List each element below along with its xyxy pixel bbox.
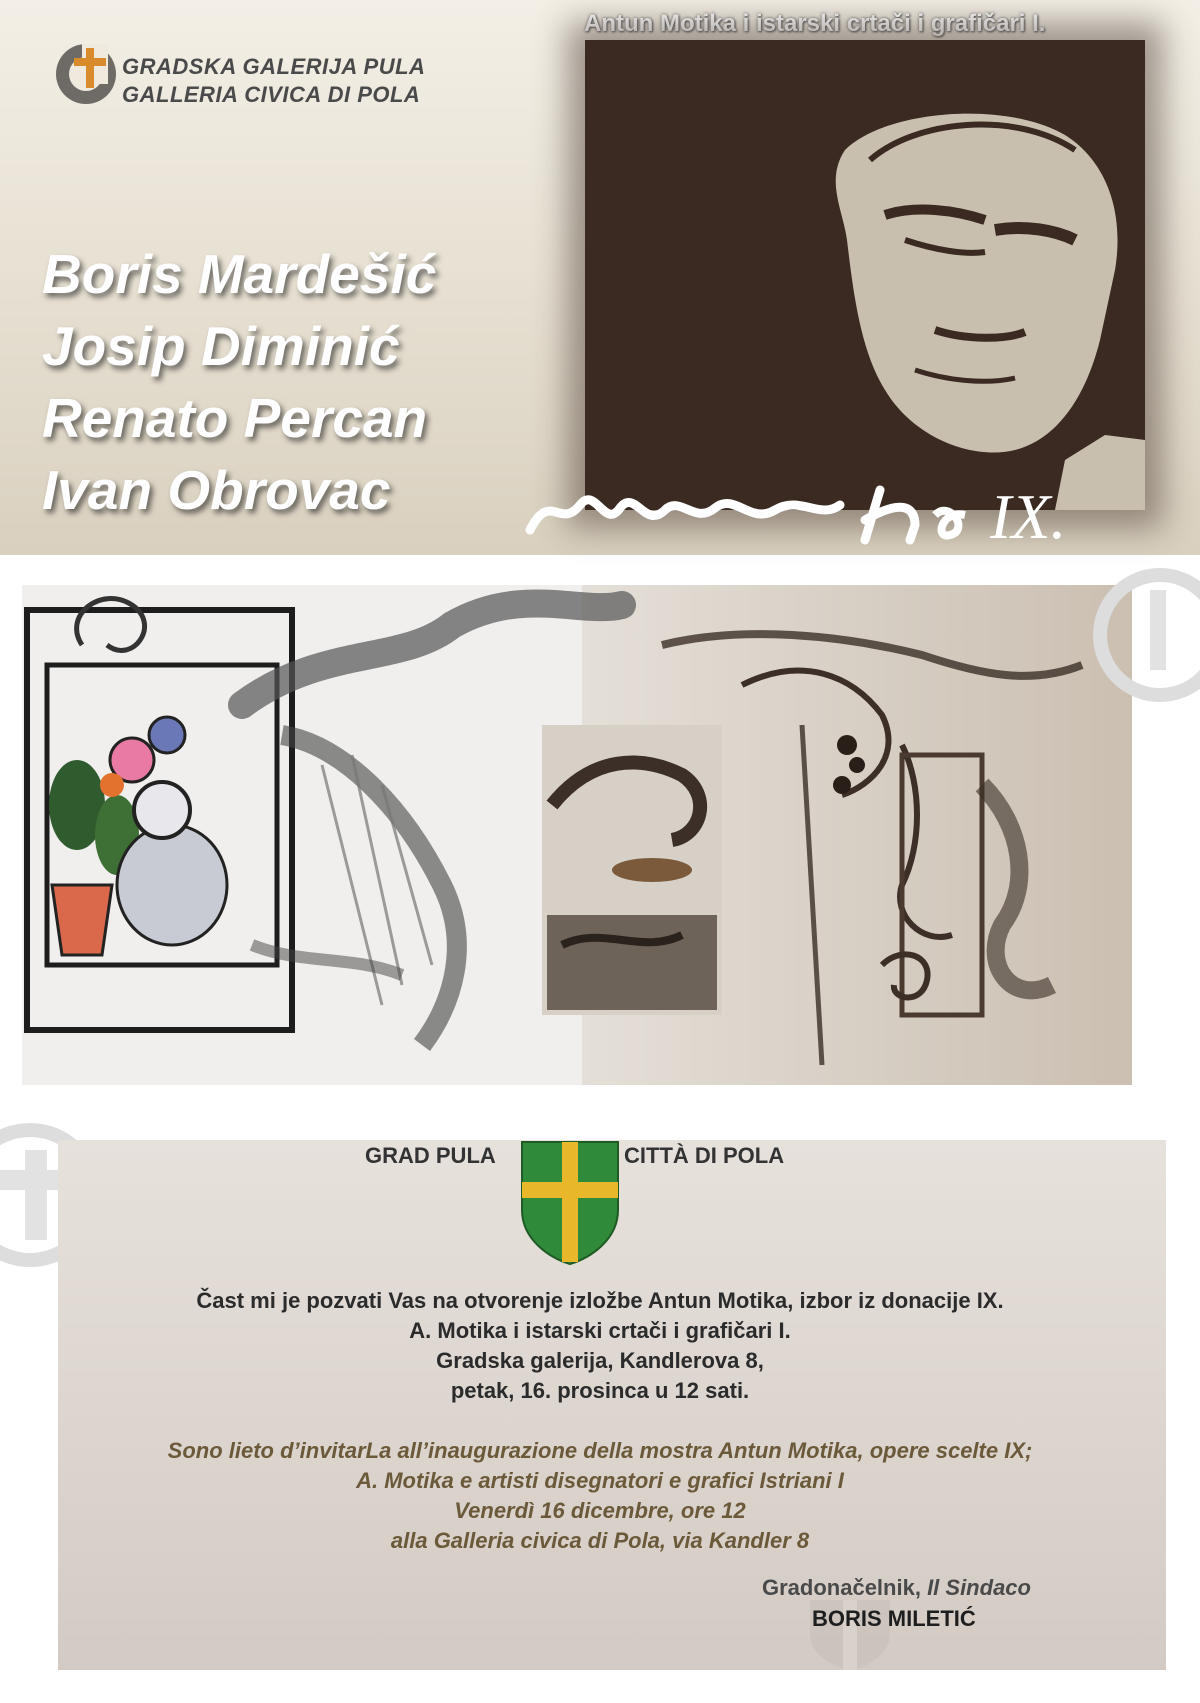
invitation-text-hr: A. Motika i istarski crtači i grafičari I. <box>409 1318 791 1343</box>
collage-graphic <box>22 585 1132 1085</box>
mayor-name: BORIS MILETIĆ <box>812 1606 976 1631</box>
mayor-title-hr: Gradonačelnik, <box>762 1575 928 1600</box>
mayor-title <box>762 1575 1031 1601</box>
city-name-it: CITTÀ DI POLA <box>624 1143 785 1168</box>
gallery-name-it: GALLERIA CIVICA DI POLA <box>122 82 421 107</box>
artist-name: Boris Mardešić <box>42 243 437 305</box>
artwork-collage <box>22 585 1132 1085</box>
signature-numeral: IX. <box>990 481 1067 550</box>
invitation-text-it: A. Motika e artisti disegnatori e grafici Istriani I <box>356 1468 844 1493</box>
mayor-title-it: Il Sindaco <box>927 1575 1031 1600</box>
portrait-illustration <box>585 40 1145 510</box>
pula-coat-of-arms-icon <box>520 1140 620 1265</box>
city-name-hr: GRAD PULA <box>365 1143 496 1168</box>
invitation-text-hr: Čast mi je pozvati Vas na otvorenje izložbe Antun Motika, izbor iz donacije IX. <box>196 1288 1004 1313</box>
watermark-logo-icon <box>1090 560 1200 710</box>
motika-signature <box>520 470 1170 550</box>
artist-list <box>42 238 522 526</box>
invitation-text-it: alla Galleria civica di Pola, via Kandler 8 <box>390 1528 810 1553</box>
gallery-name-hr: GRADSKA GALERIJA PULA <box>122 54 426 79</box>
artist-name: Josip Diminić <box>42 315 400 377</box>
invitation-text-hr: petak, 16. prosinca u 12 sati. <box>450 1378 750 1403</box>
invitation-text-it: Sono lieto d’invitarLa all’inaugurazione della mostra Antun Motika, opere scelte IX; <box>167 1438 1033 1463</box>
invitation-text-it: Venerdì 16 dicembre, ore 12 <box>454 1498 746 1523</box>
invitation-text-hr: Gradska galerija, Kandlerova 8, <box>436 1348 764 1373</box>
motika-portrait <box>585 40 1145 510</box>
artist-name: Ivan Obrovac <box>42 459 391 521</box>
artist-name: Renato Percan <box>42 387 428 449</box>
exhibition-title: Antun Motika i istarski crtači i grafičari I. <box>584 10 1046 37</box>
signature-graphic <box>520 470 1170 550</box>
gallery-logo-icon <box>52 40 122 110</box>
gallery-logo <box>52 40 512 120</box>
